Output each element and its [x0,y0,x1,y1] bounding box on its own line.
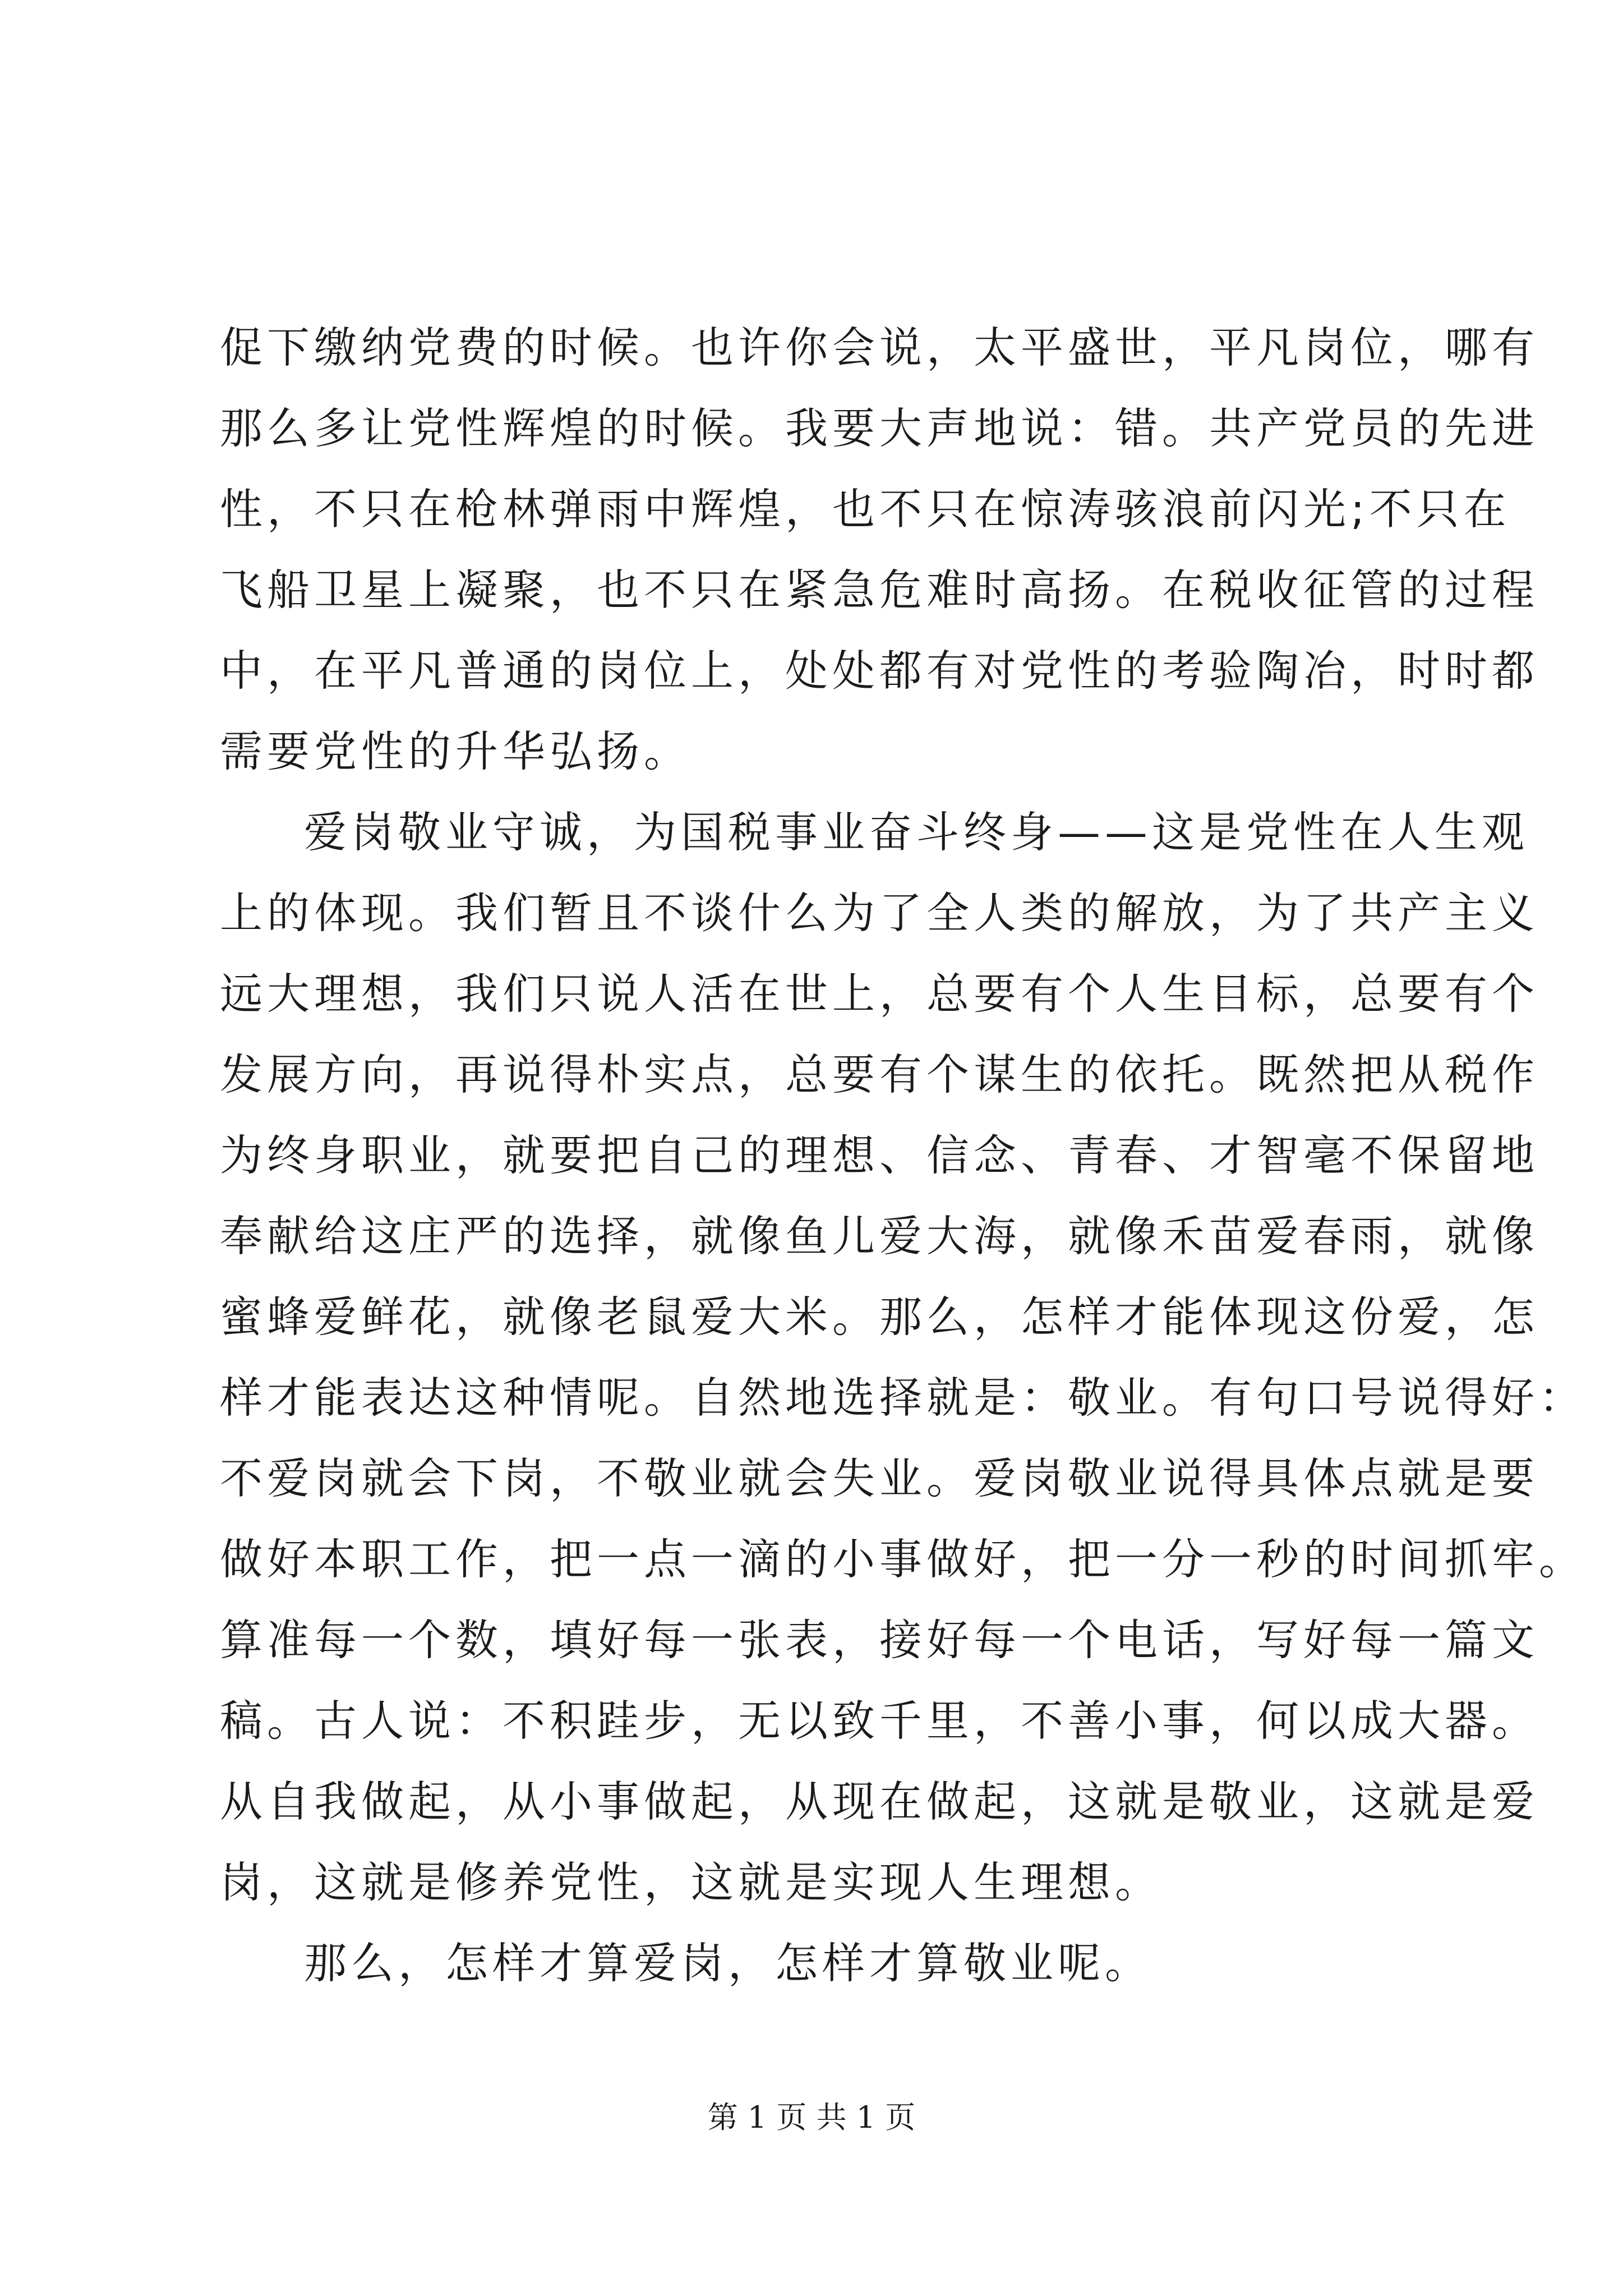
paragraph-1 [220,307,1539,792]
text-line: 为终身职业，就要把自己的理想、信念、青春、才智毫不保留地 [220,1130,1539,1180]
text-line: 那么多让党性辉煌的时候。我要大声地说：错。共产党员的先进 [220,403,1539,453]
paragraph-3 [220,1923,1426,2004]
text-line: 奉献给这庄严的选择，就像鱼儿爱大海，就像禾苗爱春雨，就像 [220,1211,1539,1261]
text-line: 性，不只在枪林弹雨中辉煌，也不只在惊涛骇浪前闪光;不只在 [220,484,1511,534]
body-text [220,307,1586,2004]
text-line: 样才能表达这种情呢。自然地选择就是：敬业。有句口号说得好： [220,1373,1586,1423]
text-line: 不爱岗就会下岗，不敬业就会失业。爱岗敬业说得具体点就是要 [220,1453,1539,1503]
text-line: 促下缴纳党费的时候。也许你会说，太平盛世，平凡岗位，哪有 [220,323,1539,372]
text-line: 远大理想，我们只说人活在世上，总要有个人生目标，总要有个 [220,969,1539,1019]
text-line: 需要党性的升华弘扬。 [220,726,691,776]
text-line: 飞船卫星上凝聚，也不只在紧急危难时高扬。在税收征管的过程 [220,565,1539,615]
text-line: 爱岗敬业守诚，为国税事业奋斗终身——这是党性在人生观 [304,807,1529,857]
page-footer: 第 1 页 共 1 页 [707,2100,916,2135]
text-line: 上的体现。我们暂且不谈什么为了全人类的解放，为了共产主义 [220,888,1539,938]
text-line: 中，在平凡普通的岗位上，处处都有对党性的考验陶冶，时时都 [220,646,1539,696]
text-line: 那么，怎样才算爱岗，怎样才算敬业呢。 [304,1938,1152,1988]
text-line: 算准每一个数，填好每一张表，接好每一个电话，写好每一篇文 [220,1615,1539,1665]
text-line: 发展方向，再说得朴实点，总要有个谋生的依托。既然把从税作 [220,1050,1539,1099]
text-line: 从自我做起，从小事做起，从现在做起，这就是敬业，这就是爱 [220,1777,1539,1826]
paragraph-2 [220,792,1586,1923]
text-line: 蜜蜂爱鲜花，就像老鼠爱大米。那么，怎样才能体现这份爱，怎 [220,1292,1539,1342]
text-line: 稿。古人说：不积跬步，无以致千里，不善小事，何以成大器。 [220,1696,1539,1746]
text-line: 做好本职工作，把一点一滴的小事做好，把一分一秒的时间抓牢。 [220,1534,1586,1584]
text-line: 岗，这就是修养党性，这就是实现人生理想。 [220,1857,1162,1907]
